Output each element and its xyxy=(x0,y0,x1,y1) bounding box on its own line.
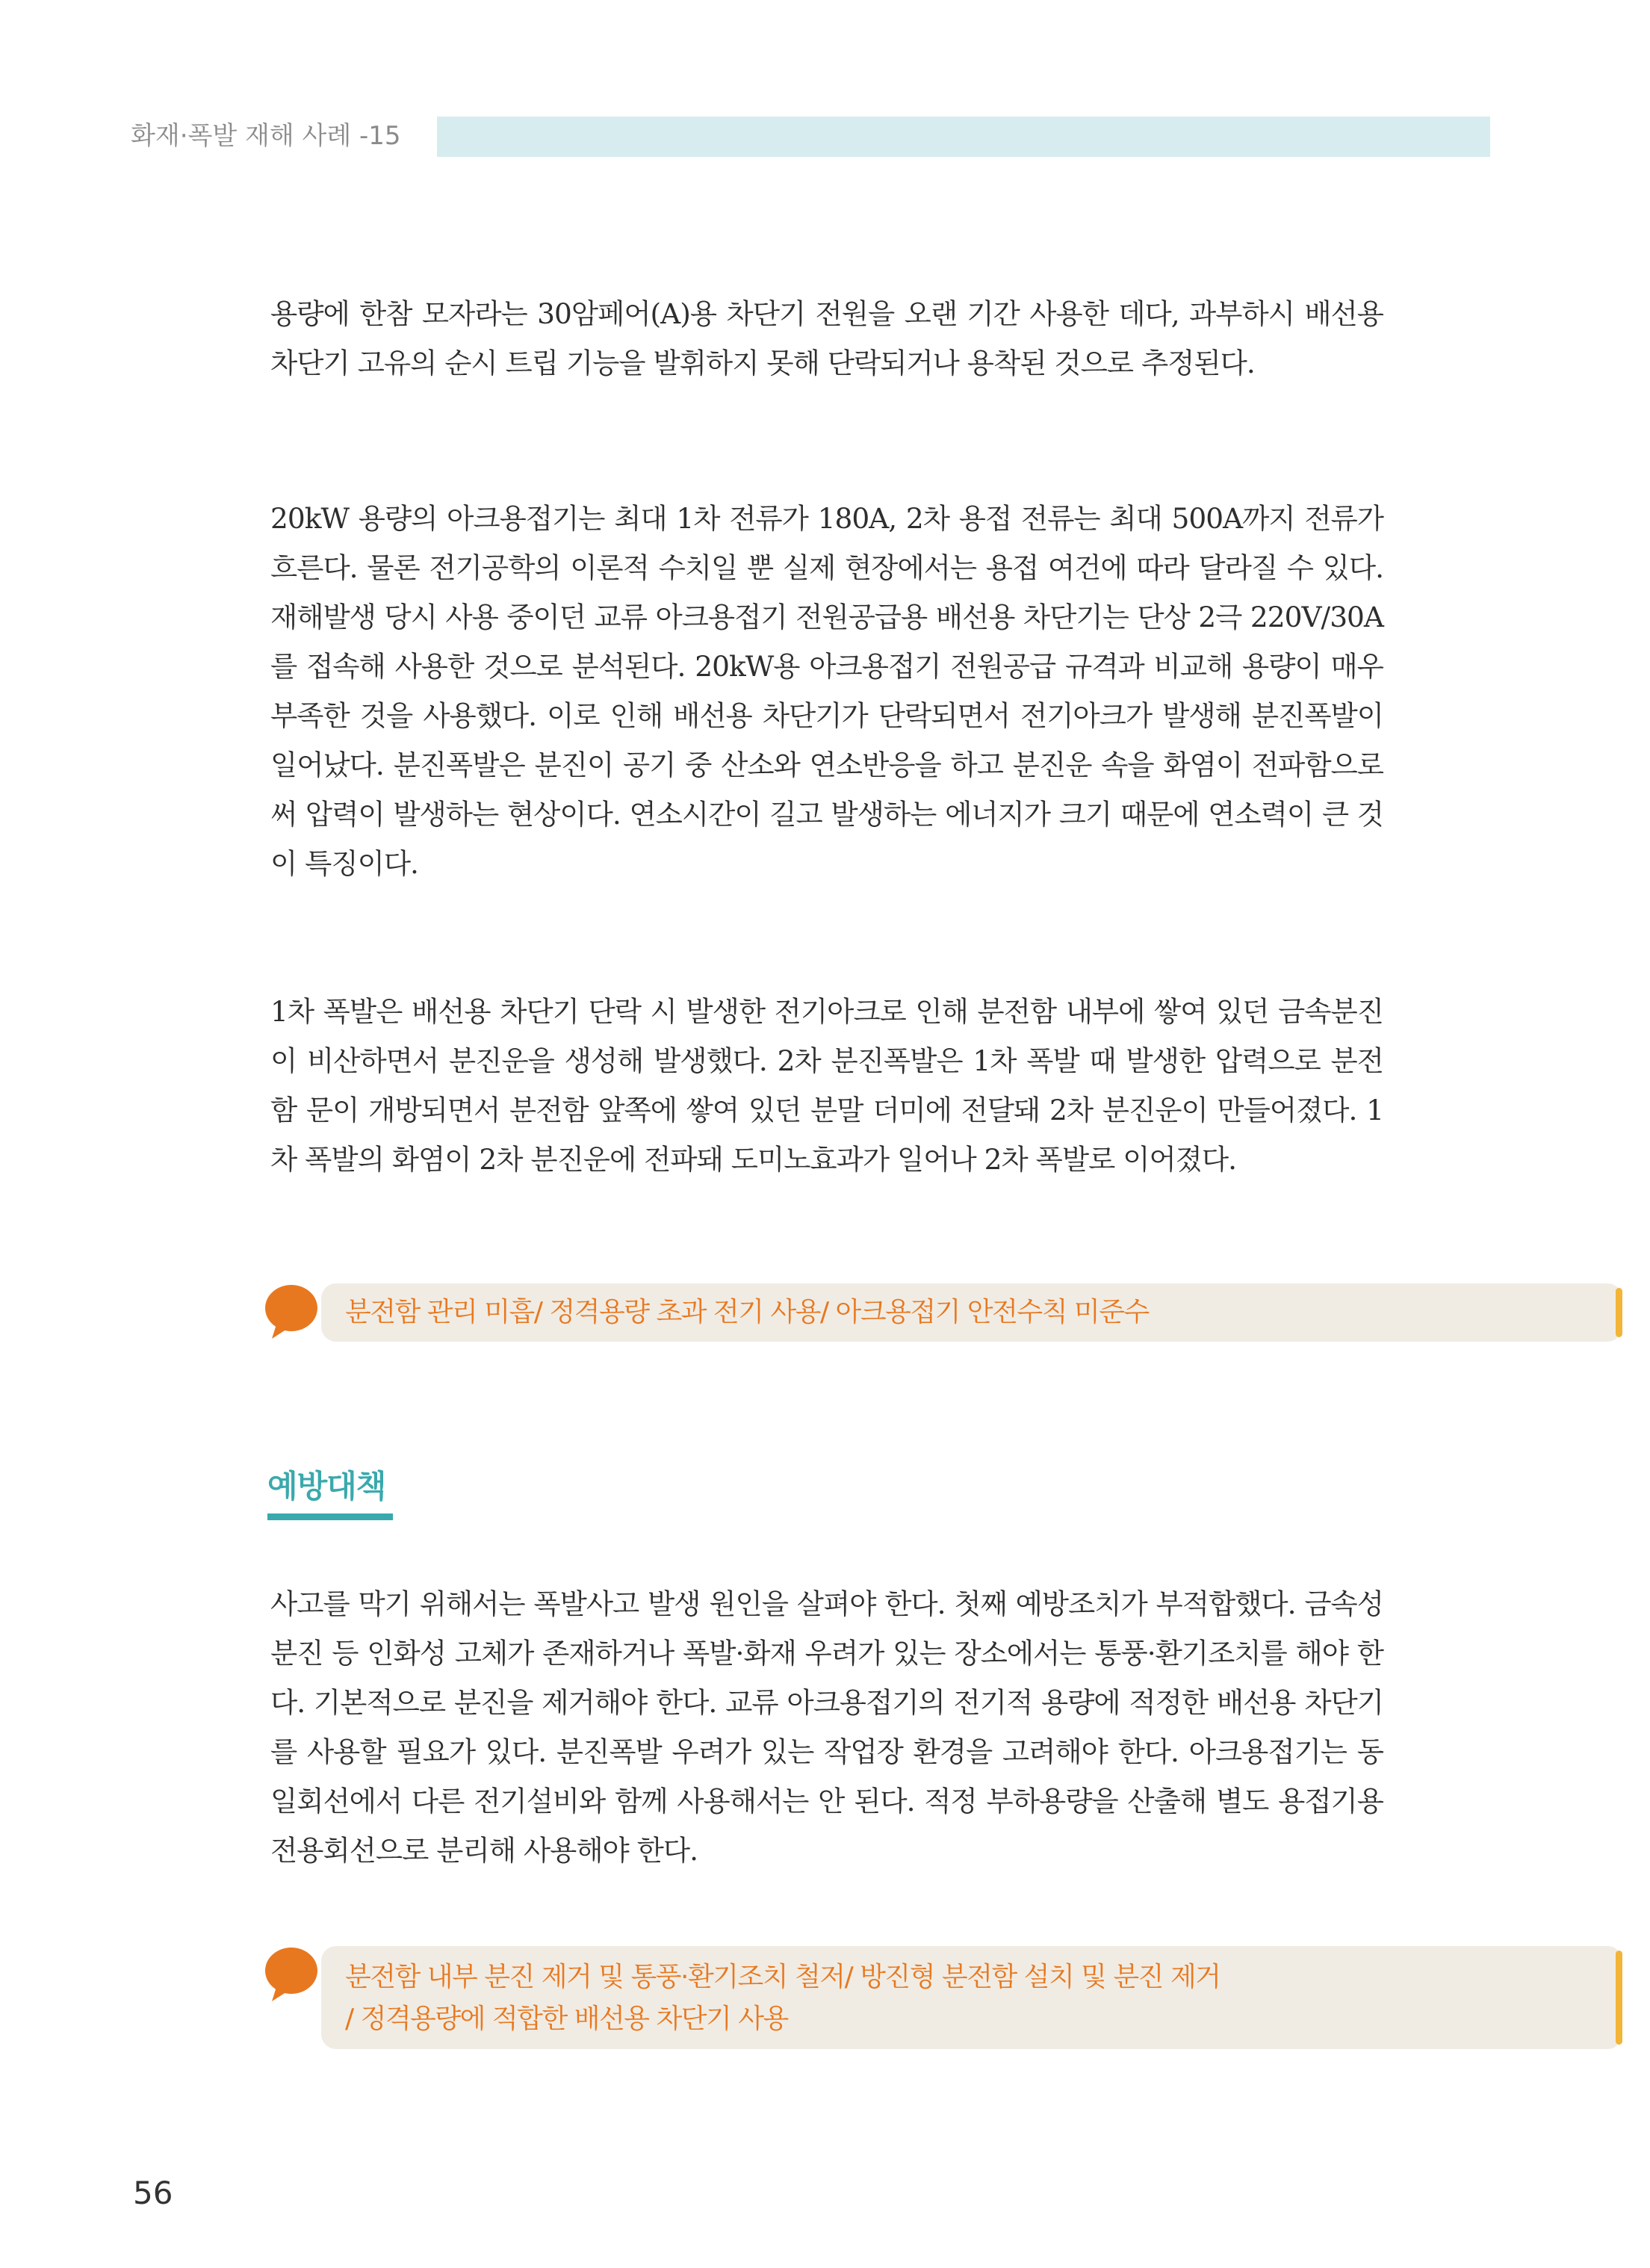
speech-bubble-icon xyxy=(263,1946,323,2003)
section-underline xyxy=(267,1513,393,1520)
callout-edge xyxy=(1616,1951,1622,2045)
callout-box xyxy=(321,1946,1622,2049)
running-header xyxy=(131,111,1490,161)
paragraph-2: 20kW 용량의 아크용접기는 최대 1차 전류가 180A, 2차 용접 전류는 최대 500A까지 전류가 흐른다. 물론 전기공학의 이론적 수치일 뿐 실제 현장에서는 용접 여건에 따라 달라질 수 있다. 재해발생 당시 사용 중이던 교류 아크용접기 전원공급용 배선용 차단기는 단상 2극 220V/30A를 접속해 사용한 것으로 분석된다. 20kW용 아크용접기 전원공급 규격과 비교해 용량이 매우 부족한 것을 사용했다. 이로 인해 배선용 차단기가 단락되면서 전기아크가 발생해 분진폭발이 일어났다. 분진폭발은 분진이 공기 중 산소와 연소반응을 하고 분진운 속을 화염이 전파함으로써 압력이 발생하는 현상이다. 연소시간이 길고 발생하는 에너지가 크기 때문에 연소력이 큰 것이 특징이다. xyxy=(270,502,1383,880)
section-title: 예방대책 xyxy=(267,1468,386,1505)
header-bar xyxy=(437,117,1490,157)
callout-edge xyxy=(1616,1288,1622,1337)
paragraph-1: 용량에 한참 모자라는 30암페어(A)용 차단기 전원을 오랜 기간 사용한 데다, 과부하시 배선용 차단기 고유의 순시 트립 기능을 발휘하지 못해 단락되거나 용착된 것으로 추정된다. xyxy=(270,297,1383,379)
paragraph-4: 사고를 막기 위해서는 폭발사고 발생 원인을 살펴야 한다. 첫째 예방조치가 부적합했다. 금속성 분진 등 인화성 고체가 존재하거나 폭발·화재 우려가 있는 장소에서는 통풍·환기조치를 해야 한다. 기본적으로 분진을 제거해야 한다. 교류 아크용접기의 전기적 용량에 적정한 배선용 차단기를 사용할 필요가 있다. 분진폭발 우려가 있는 작업장 환경을 고려해야 한다. 아크용접기는 동일회선에서 다른 전기설비와 함께 사용해서는 안 된다. 적정 부하용량을 산출해 별도 용접기용 전용회선으로 분리해 사용해야 한다. xyxy=(270,1587,1383,1867)
callout-line-2: / 정격용량에 적합한 배선용 차단기 사용 xyxy=(345,2004,788,2034)
callout-box xyxy=(321,1283,1622,1342)
callout-text: 분전함 관리 미흡/ 정격용량 초과 전기 사용/ 아크용접기 안전수칙 미준수 xyxy=(345,1297,1149,1327)
callout-line-1: 분전함 내부 분진 제거 및 통풍·환기조치 철저/ 방진형 분전함 설치 및 분진 제거 xyxy=(345,1962,1221,1992)
page-number: 56 xyxy=(133,2175,173,2211)
speech-bubble-icon xyxy=(263,1283,323,1340)
paragraph-3: 1차 폭발은 배선용 차단기 단락 시 발생한 전기아크로 인해 분전함 내부에 쌓여 있던 금속분진이 비산하면서 분진운을 생성해 발생했다. 2차 분진폭발은 1차 폭발 때 발생한 압력으로 분전함 문이 개방되면서 분전함 앞쪽에 쌓여 있던 분말 더미에 전달돼 2차 분진운이 만들어졌다. 1차 폭발의 화염이 2차 분진운에 전파돼 도미노효과가 일어나 2차 폭발로 이어졌다. xyxy=(270,995,1383,1176)
callout-text xyxy=(345,1956,1220,2040)
header-title: 화재·폭발 재해 사례 -15 xyxy=(131,121,401,151)
